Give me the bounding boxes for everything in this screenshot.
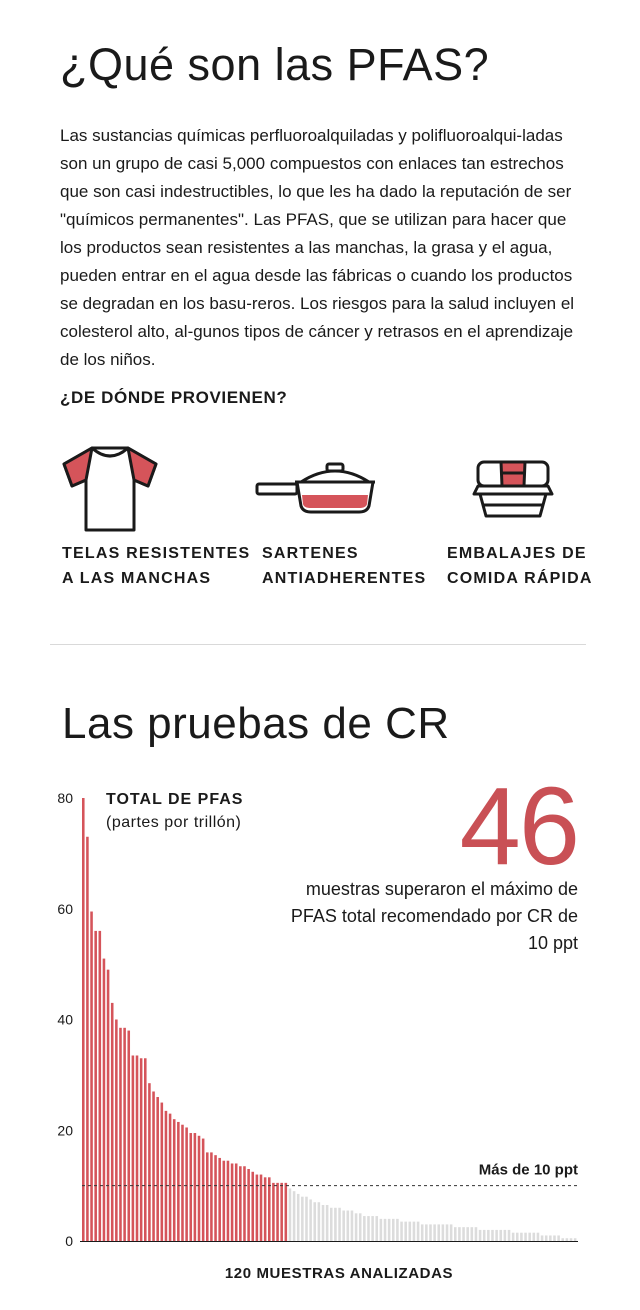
bar (363, 1216, 366, 1241)
bar (305, 1197, 308, 1241)
bar (285, 1183, 288, 1241)
bar (301, 1197, 304, 1241)
bar (561, 1238, 564, 1241)
bar (272, 1183, 275, 1241)
bar (256, 1175, 259, 1241)
bar (86, 837, 89, 1241)
bar (437, 1224, 440, 1241)
bar (429, 1224, 432, 1241)
source-packaging (466, 440, 560, 534)
bar (375, 1216, 378, 1241)
bar (280, 1183, 283, 1241)
bar (409, 1222, 412, 1241)
bar (99, 931, 102, 1241)
bar (524, 1233, 527, 1241)
bar (574, 1238, 577, 1241)
bar (223, 1161, 226, 1241)
x-axis-label: 120 MUESTRAS ANALIZADAS (224, 1265, 454, 1282)
bar (260, 1175, 263, 1241)
bar (119, 1028, 122, 1241)
bar (309, 1199, 312, 1241)
bar (557, 1235, 560, 1241)
source-label-pans: SARTENES ANTIADHERENTES (262, 545, 427, 587)
bar (115, 1020, 118, 1242)
bar (425, 1224, 428, 1241)
source-fabrics (58, 440, 162, 534)
bar (161, 1103, 164, 1241)
bar (367, 1216, 370, 1241)
bar (322, 1205, 325, 1241)
bar (499, 1230, 502, 1241)
bar (318, 1202, 321, 1241)
bar (516, 1233, 519, 1241)
bar (450, 1224, 453, 1241)
section-title: Las pruebas de CR (62, 699, 450, 748)
bar (123, 1028, 126, 1241)
bar (512, 1233, 515, 1241)
bar (194, 1133, 197, 1241)
bar (334, 1208, 337, 1241)
bar (144, 1058, 147, 1241)
bar (165, 1111, 168, 1241)
bar (276, 1183, 279, 1241)
bar (338, 1208, 341, 1241)
bar (90, 912, 93, 1241)
bar (417, 1222, 420, 1241)
bar (82, 798, 85, 1241)
bar (218, 1158, 221, 1241)
bar (94, 931, 97, 1241)
bar (541, 1235, 544, 1241)
chart-title: TOTAL DE PFAS (106, 791, 244, 808)
bar (553, 1235, 556, 1241)
bar (421, 1224, 424, 1241)
bar (549, 1235, 552, 1241)
bar (214, 1155, 217, 1241)
bar (289, 1188, 292, 1241)
tshirt-icon (58, 440, 162, 534)
bar (413, 1222, 416, 1241)
bar (404, 1222, 407, 1241)
y-tick-label: 40 (57, 1011, 73, 1028)
bar (152, 1091, 155, 1241)
bar (388, 1219, 391, 1241)
threshold-label: Más de 10 ppt (478, 1161, 578, 1179)
bar (202, 1139, 205, 1241)
bar (227, 1161, 230, 1241)
sources-heading: ¿DE DÓNDE PROVIENEN? (60, 388, 288, 407)
bar (504, 1230, 507, 1241)
bar (396, 1219, 399, 1241)
bar (297, 1194, 300, 1241)
bar (454, 1227, 457, 1241)
bar (264, 1177, 267, 1241)
source-label-fabrics: TELAS RESISTENTES A LAS MANCHAS (62, 545, 251, 587)
section-divider (50, 644, 586, 645)
bar (189, 1133, 192, 1241)
bar (528, 1233, 531, 1241)
bar (384, 1219, 387, 1241)
bar (326, 1205, 329, 1241)
bar (495, 1230, 498, 1241)
bar (136, 1055, 139, 1241)
frying-pan-icon (255, 440, 377, 534)
bar (177, 1122, 180, 1241)
y-tick-label: 60 (57, 900, 73, 917)
bar (483, 1230, 486, 1241)
bar (537, 1233, 540, 1241)
bar (471, 1227, 474, 1241)
y-tick-label: 0 (65, 1233, 73, 1249)
bar (487, 1230, 490, 1241)
source-label-packaging: EMBALAJES DE COMIDA RÁPIDA (447, 545, 593, 587)
bar (140, 1058, 143, 1241)
bar (359, 1213, 362, 1241)
bar (268, 1177, 271, 1241)
bar (400, 1222, 403, 1241)
bar (181, 1125, 184, 1241)
bar (132, 1055, 135, 1241)
bar (107, 970, 110, 1241)
y-tick-label: 20 (57, 1122, 73, 1139)
bar (347, 1211, 350, 1241)
food-container-icon (466, 440, 560, 534)
bar (520, 1233, 523, 1241)
bar (239, 1166, 242, 1241)
bar (446, 1224, 449, 1241)
bar (466, 1227, 469, 1241)
bar (442, 1224, 445, 1241)
bar (231, 1163, 234, 1241)
bar (243, 1166, 246, 1241)
source-pans (255, 440, 377, 534)
y-axis (57, 790, 73, 1249)
bar (380, 1219, 383, 1241)
bar (570, 1238, 573, 1241)
bar (251, 1172, 254, 1241)
bar (433, 1224, 436, 1241)
bar (235, 1163, 238, 1241)
bar (392, 1219, 395, 1241)
bar (491, 1230, 494, 1241)
big-number: 46 (459, 765, 578, 888)
intro-paragraph: Las sustancias químicas perfluoroalquiladas y polifluoroalqui-ladas son un grupo de casi 5,000 compuestos con enlaces tan estrechos que son casi indestructibles, lo que les ha dado la reputación de ser "químicos permanentes". Las PFAS, que se utilizan para hacer que los productos sean resistentes a las manchas, la grasa y el agua, pueden entrar en el agua desde las fábricas o cuando los productos se degradan en los basu-reros. Los riesgos para la salud incluyen el colesterol alto, al-gunos tipos de cáncer y retrasos en el aprendizaje de los niños. (60, 126, 575, 369)
bar (169, 1114, 172, 1241)
bar (198, 1136, 201, 1241)
bar (313, 1202, 316, 1241)
bar (371, 1216, 374, 1241)
bar (103, 959, 106, 1241)
chart-subtitle: (partes por trillón) (106, 814, 242, 831)
bar (533, 1233, 536, 1241)
y-tick-label: 80 (57, 790, 73, 806)
bar (508, 1230, 511, 1241)
bar (351, 1211, 354, 1241)
bar (355, 1213, 358, 1241)
bar (479, 1230, 482, 1241)
bar (293, 1191, 296, 1241)
bar (210, 1152, 213, 1241)
bar (566, 1238, 569, 1241)
bar (173, 1119, 176, 1241)
bar (127, 1031, 130, 1241)
bar (330, 1208, 333, 1241)
bar (185, 1127, 188, 1241)
bar (148, 1083, 151, 1241)
bar (462, 1227, 465, 1241)
bar (247, 1169, 250, 1241)
bar (545, 1235, 548, 1241)
bar (475, 1227, 478, 1241)
bar (111, 1003, 114, 1241)
callout-text: muestras superaron el máximo de PFAS total recomendado por CR de 10 ppt (290, 879, 578, 953)
page-title: ¿Qué son las PFAS? (60, 39, 490, 90)
bar (156, 1097, 159, 1241)
bar (458, 1227, 461, 1241)
bar (342, 1211, 345, 1241)
bar (206, 1152, 209, 1241)
